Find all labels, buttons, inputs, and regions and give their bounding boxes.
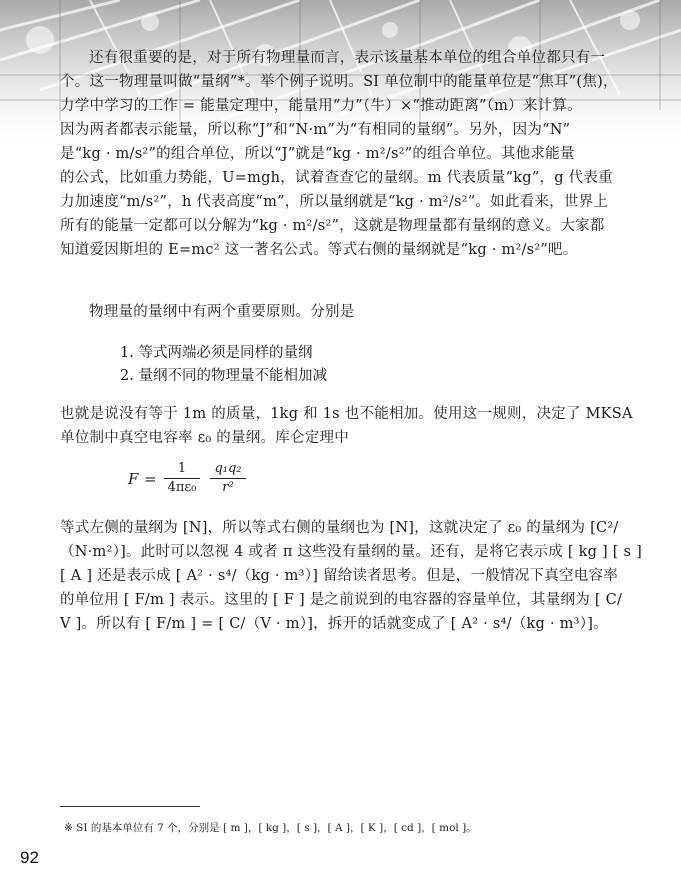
text-line: 还有很重要的是，对于所有物理量而言，表示该量基本单位的组合单位都只有一 <box>89 50 606 66</box>
paragraph-coulomb-intro <box>60 402 646 450</box>
text-line: 所有的能量一定都可以分解为“kg · m²/s²”，这就是物理量都有量纲的意义。大家都 <box>60 218 605 234</box>
coulomb-formula <box>128 460 308 504</box>
fraction-denominator: 4πε₀ <box>167 480 197 495</box>
text-line: （N·m²）]。此时可以忽视 4 或者 π 这些没有量纲的量。还有，是将它表示成 [ kg ] [ s ] <box>60 544 642 560</box>
text-line: 的单位用 [ F/m ] 表示。这里的 [ F ] 是之前说到的电容器的容量单位，其量纲为 [ C/ <box>60 592 623 608</box>
footnote-divider <box>60 806 200 807</box>
footnote: ※ SI 的基本单位有 7 个，分别是 [ m ]，[ kg ]，[ s ]，[ A ]，[ K ]，[ cd ]，[ mol ]。 <box>64 822 477 834</box>
text-line: 力学中学习的工作 = 能量定理中，能量用“力”（牛）×“推动距离”（m）来计算。 <box>60 98 582 114</box>
paragraph-permittivity-dimension <box>60 516 646 636</box>
text-line: V ]。所以有 [ F/m ] = [ C/（V · m）]，拆开的话就变成了 [ A² · s⁴/（kg · m³）]。 <box>60 616 608 632</box>
formula-equals: = <box>144 470 157 488</box>
text-line: [ A ] 还是表示成 [ A² · s⁴/（kg · m³）] 留给读者思考。但是，一般情况下真空电容率 <box>60 568 618 584</box>
text-line: 力加速度“m/s²”，h 代表高度“m”，所以量纲就是“kg · m²/s²”。如此看来，世界上 <box>60 194 609 210</box>
text-line: 是“kg · m/s²”的组合单位，所以“J”就是“kg · m²/s²”的组合单位。其他求能量 <box>60 146 575 162</box>
fraction-numerator: 1 <box>177 461 187 476</box>
list-item: 2. 量纲不同的物理量不能相加减 <box>120 368 327 384</box>
formula-lhs: F <box>128 470 139 488</box>
list-item: 1. 等式两端必须是同样的量纲 <box>120 345 313 361</box>
principles-list <box>120 342 327 388</box>
text-line: 也就是说没有等于 1m 的质量，1kg 和 1s 也不能相加。使用这一规则，决定了 MKSA <box>60 406 633 422</box>
paragraph-dimension-intro <box>60 46 646 262</box>
formula-fraction-charges <box>210 460 246 497</box>
text-line: 个。这一物理量叫做“量纲”*。举个例子说明。SI 单位制中的能量单位是“焦耳”(焦)， <box>60 74 618 90</box>
text-line: 知道爱因斯坦的 E=mc² 这一著名公式。等式右侧的量纲就是“kg · m²/s²”吧。 <box>60 242 578 258</box>
text-line: 等式左侧的量纲为 [N]，所以等式右侧的量纲也为 [N]，这就决定了 ε₀ 的量纲为 [C²/ <box>60 520 619 536</box>
text-line: 单位制中真空电容率 ε₀ 的量纲。库仑定理中 <box>60 430 350 446</box>
text-line: 的公式，比如重力势能，U=mgh，试着查查它的量纲。m 代表质量“kg”，g 代表重 <box>60 170 613 186</box>
fraction-denominator: r² <box>222 480 234 495</box>
paragraph-principles-intro: 物理量的量纲中有两个重要原则。分别是 <box>89 304 355 320</box>
formula-fraction-constant <box>164 460 200 497</box>
text-line: 因为两者都表示能量，所以称“J”和“N·m”为“有相同的量纲”。另外，因为“N” <box>60 122 571 138</box>
fraction-numerator: q₁q₂ <box>214 461 242 476</box>
page-number: 92 <box>20 848 39 867</box>
